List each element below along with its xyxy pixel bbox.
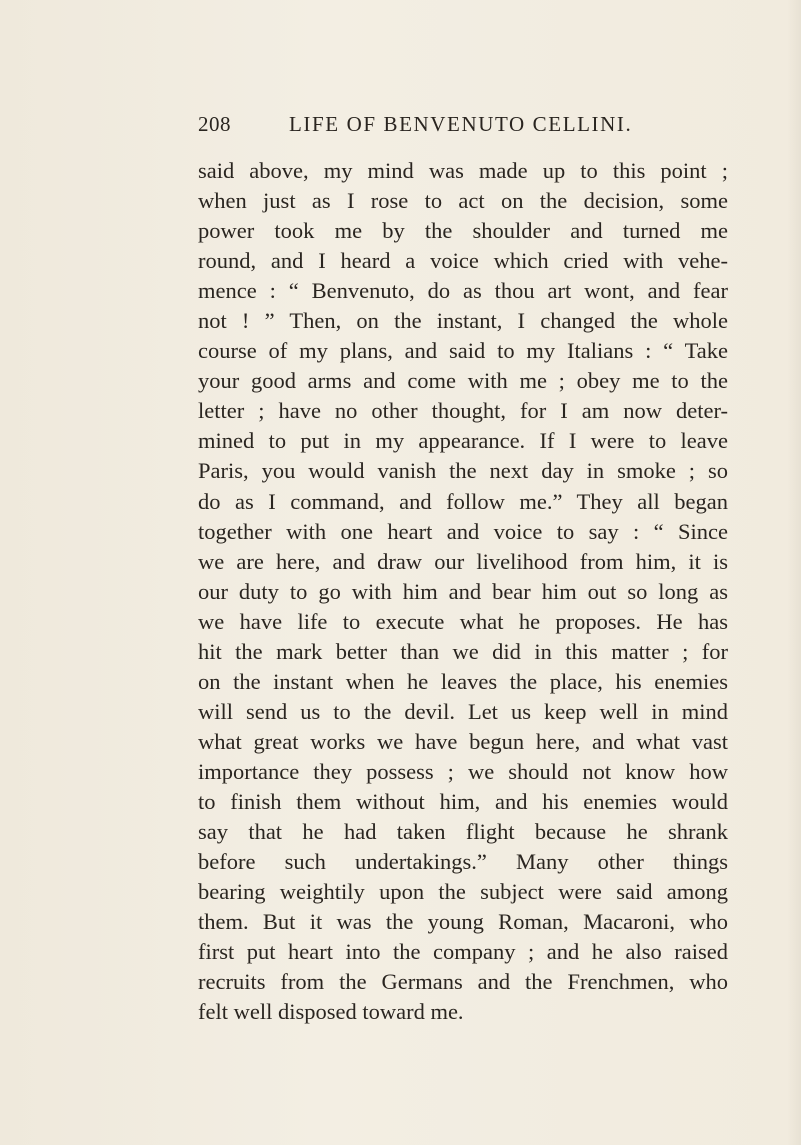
running-title: LIFE OF BENVENUTO CELLINI. — [289, 112, 633, 136]
text-line: round, and I heard a voice which cried with vehe- — [198, 248, 728, 274]
text-line: said above, my mind was made up to this point ; — [198, 158, 728, 183]
text-line: your good arms and come with me ; obey me to the — [198, 368, 728, 394]
body-text — [198, 156, 728, 1027]
text-line: together with one heart and voice to say : “ Since — [198, 518, 728, 544]
text-line: our duty to go with him and bear him out so long as — [198, 578, 728, 604]
text-line: them. But it was the young Roman, Macaroni, who — [198, 909, 728, 935]
text-line: importance they possess ; we should not know how — [198, 758, 728, 784]
text-line: course of my plans, and said to my Italians : “ Take — [198, 338, 728, 364]
text-line: not ! ” Then, on the instant, I changed the whole — [198, 308, 728, 334]
text-line: on the instant when he leaves the place, his enemies — [198, 668, 728, 694]
text-line: first put heart into the company ; and he also raised — [198, 939, 728, 965]
text-line: we are here, and draw our livelihood from him, it is — [198, 548, 728, 574]
text-line: we have life to execute what he proposes. He has — [198, 608, 728, 634]
text-line: Paris, you would vanish the next day in smoke ; so — [198, 458, 728, 484]
text-line: letter ; have no other thought, for I am now deter- — [198, 398, 728, 424]
text-line: bearing weightily upon the subject were said among — [198, 879, 728, 905]
page-edge-shadow — [787, 0, 801, 1145]
text-line: do as I command, and follow me.” They all began — [198, 488, 728, 514]
running-header — [198, 112, 728, 142]
text-line: power took me by the shoulder and turned me — [198, 218, 728, 244]
text-line: mined to put in my appearance. If I were to leave — [198, 428, 728, 454]
text-line: before such undertakings.” Many other things — [198, 849, 728, 875]
text-line: what great works we have begun here, and what vast — [198, 728, 728, 754]
text-line: when just as I rose to act on the decision, some — [198, 188, 728, 214]
text-line: to finish them without him, and his enemies would — [198, 788, 728, 814]
text-line: mence : “ Benvenuto, do as thou art wont, and fear — [198, 278, 728, 304]
text-line-last: felt well disposed toward me. — [198, 999, 464, 1025]
text-line: recruits from the Germans and the Frenchmen, who — [198, 969, 728, 995]
page-number: 208 — [198, 112, 231, 136]
text-line: will send us to the devil. Let us keep well in mind — [198, 698, 728, 724]
text-line: hit the mark better than we did in this matter ; for — [198, 638, 728, 664]
text-line: say that he had taken flight because he shrank — [198, 819, 728, 845]
